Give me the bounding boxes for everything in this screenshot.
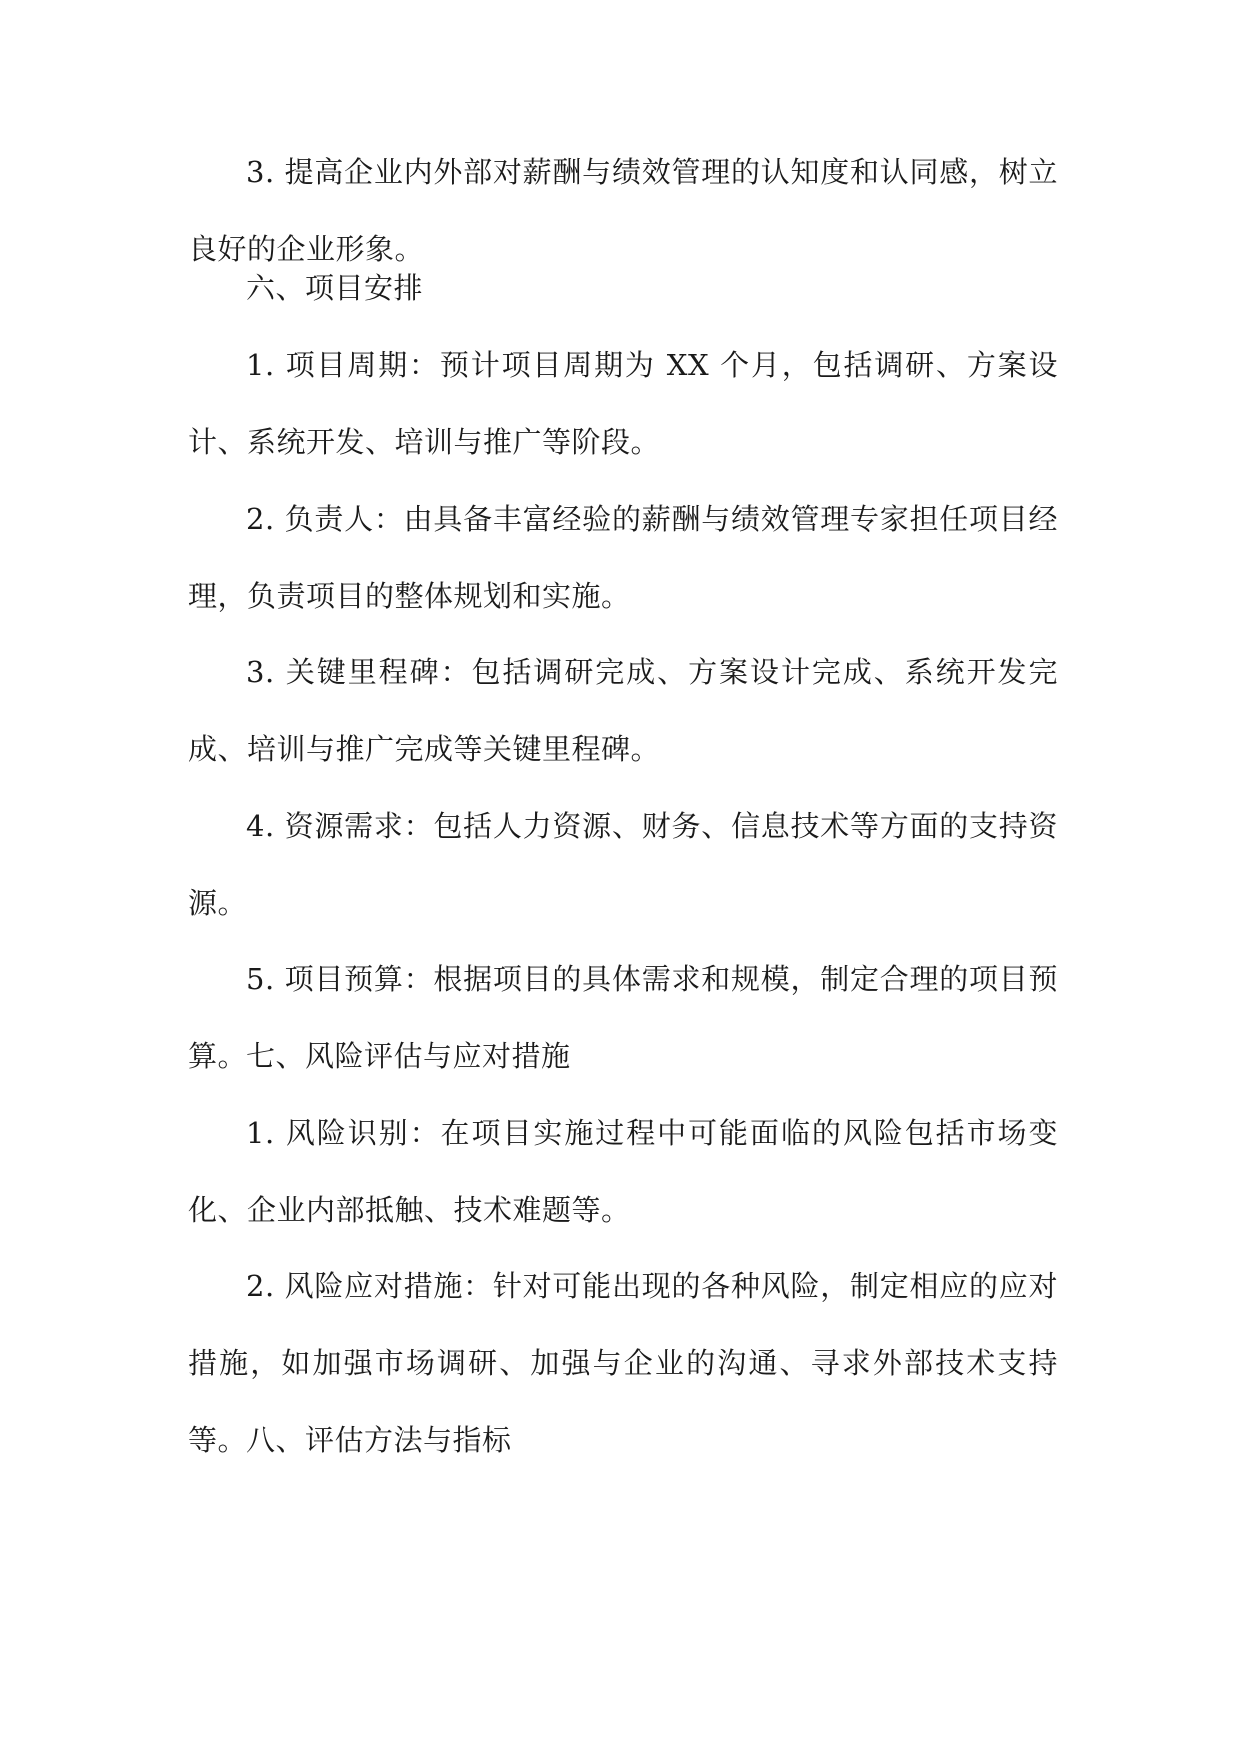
paragraph-person-in-charge: 2. 负责人：由具备丰富经验的薪酬与绩效管理专家担任项目经理，负责项目的整体规划和实施。 (188, 502, 1058, 613)
section-heading-evaluation-methods: 八、评估方法与指标 (246, 1423, 512, 1457)
paragraph-risk-response: 2. 风险应对措施：针对可能出现的各种风险，制定相应的应对措施，如加强市场调研、加强与企业的沟通、寻求外部技术支持等。 (188, 1269, 1058, 1457)
paragraph-milestones: 3. 关键里程碑：包括调研完成、方案设计完成、系统开发完成、培训与推广完成等关键里程碑。 (188, 655, 1058, 766)
section-heading-project-arrangement: 六、项目安排 (246, 271, 424, 305)
paragraph-risk-identification: 1. 风险识别：在项目实施过程中可能面临的风险包括市场变化、企业内部抵触、技术难题等。 (188, 1116, 1058, 1227)
paragraph-goal-3: 3. 提高企业内外部对薪酬与绩效管理的认知度和认同感，树立良好的企业形象。 (188, 155, 1058, 266)
section-heading-risk-assessment: 七、风险评估与应对措施 (246, 1039, 571, 1073)
paragraph-project-cycle: 1. 项目周期：预计项目周期为 XX 个月，包括调研、方案设计、系统开发、培训与推广等阶段。 (188, 348, 1058, 459)
paragraph-resource-needs: 4. 资源需求：包括人力资源、财务、信息技术等方面的支持资源。 (188, 809, 1058, 920)
paragraph-budget: 5. 项目预算：根据项目的具体需求和规模，制定合理的项目预算。 (188, 962, 1058, 1073)
